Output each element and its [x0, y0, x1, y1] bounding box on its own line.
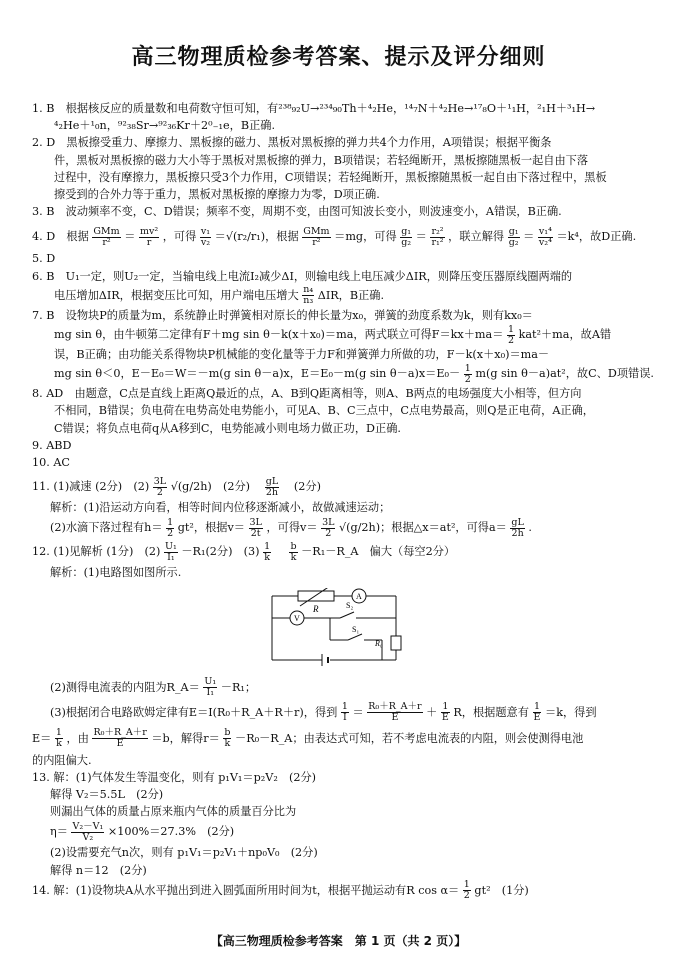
denominator: k	[56, 738, 62, 750]
text-line	[32, 324, 654, 346]
text: ＝	[415, 230, 427, 244]
text: gt²，根据v＝	[177, 521, 245, 535]
text-line: 2. D 黑板擦受重力、摩擦力、黑板擦的磁力、黑板对黑板擦的弹力共4个力作用，A项错误；根据平衡条	[32, 136, 552, 150]
rheostat-label: R	[313, 603, 319, 614]
text-line: 件，黑板对黑板擦的磁力大小等于黑板对黑板擦的弹力，B项错误；若轻绳断开，黑板擦随黑板一起自由下落	[54, 153, 589, 167]
text-line	[32, 700, 654, 726]
text: (2)水滴下落过程有h＝	[50, 521, 163, 535]
denominator: 2	[507, 334, 514, 346]
fraction	[367, 702, 422, 723]
numerator: n₄	[303, 284, 314, 296]
fraction	[265, 477, 279, 498]
text: R，根据题意有	[453, 705, 529, 719]
text: ，可得v＝	[266, 521, 318, 535]
denominator: 2	[463, 890, 470, 902]
fraction	[92, 728, 147, 749]
denominator: r²	[312, 236, 321, 248]
answer-q11	[32, 475, 654, 540]
fraction	[321, 518, 335, 539]
text-line	[32, 516, 654, 540]
fraction	[139, 227, 159, 248]
denominator: r₁²	[431, 236, 444, 248]
text: －R₁；	[220, 680, 257, 694]
numerator: 1	[463, 879, 470, 891]
text: mg sin θ，由牛顿第二定律有F＋mg sin θ－k(x＋x₀)＝ma，两式联立可得F＝kx＋ma＝	[54, 328, 504, 342]
text-line: 不相同，B错误；负电荷在电势高处电势能小，可见A、B、C三点中，C点电势最高，则Q是正电荷，A正确，	[54, 404, 594, 418]
denominator: r²	[102, 236, 111, 248]
denominator: E	[391, 712, 399, 724]
numerator: r₂²	[431, 225, 444, 237]
text: 14. 解：(1)设物块A从水平抛出到进入圆弧面所用时间为t，根据平抛运动有R cos α＝	[32, 883, 460, 897]
denominator: I₁	[167, 551, 175, 563]
text: 4. D 根据	[32, 230, 89, 244]
text-line: 8. AD 由题意，C点是直线上距离Q最近的点，A、B到Q距离相等，则A、B两点的电场强度大小相等，但方向	[32, 387, 582, 401]
numerator: 3L	[153, 475, 167, 487]
text: ，联立解得	[448, 230, 505, 244]
switch-s2-label: S₂	[346, 600, 354, 610]
fraction	[341, 702, 349, 723]
fraction	[166, 518, 174, 539]
answer-q3: 3. B 波动频率不变，C、D错误；频率不变，周期不变，由图可知波长变小，则波速变小，A错误，B正确.	[32, 205, 562, 219]
fraction	[533, 702, 542, 723]
fraction	[507, 325, 515, 346]
text-line	[32, 363, 654, 385]
text: ＝	[523, 230, 535, 244]
text-line	[32, 676, 654, 700]
fraction	[464, 364, 472, 385]
answer-q13	[32, 769, 654, 879]
text: ΔIR，B正确.	[317, 288, 385, 302]
text-line	[32, 726, 654, 752]
numerator: 1	[264, 540, 271, 552]
answer-content	[32, 100, 654, 903]
text: ＝	[352, 705, 364, 719]
denominator: 2	[167, 527, 174, 539]
text-line: 解得 V₂＝5.5L (2分)	[50, 788, 164, 802]
numerator: 1	[55, 727, 62, 739]
denominator: I₁	[206, 687, 215, 699]
denominator: 2	[464, 373, 471, 385]
denominator: 2	[156, 486, 163, 498]
numerator: v₁⁴	[538, 225, 552, 237]
numerator: gL	[265, 475, 279, 487]
text: ＝b，解得r＝	[151, 731, 220, 745]
fraction	[302, 227, 330, 248]
numerator: v₁	[200, 225, 211, 237]
answer-q5: 5. D	[32, 252, 56, 266]
text-line	[32, 475, 654, 499]
answer-q2	[32, 134, 654, 203]
numerator: 1	[341, 701, 348, 713]
text: E＝	[32, 731, 52, 745]
denominator: g₂	[508, 236, 519, 248]
resistor-r0-label: R₀	[375, 638, 383, 648]
numerator: 1	[507, 323, 514, 335]
answer-q9: 9. ABD	[32, 438, 72, 452]
fraction	[249, 518, 263, 539]
numerator: U₁	[164, 540, 177, 552]
circuit-diagram	[270, 588, 410, 670]
fraction	[302, 285, 314, 306]
denominator: g₂	[401, 236, 412, 248]
text: ＝mg，可得	[334, 230, 397, 244]
numerator: 3L	[249, 516, 262, 528]
numerator: V₂－V₁	[72, 820, 104, 832]
fraction	[510, 518, 524, 539]
fraction	[538, 227, 553, 248]
numerator: gL	[511, 516, 524, 528]
fraction	[289, 542, 297, 563]
denominator: n₃	[303, 295, 314, 307]
voltmeter-label: V	[294, 613, 300, 623]
numerator: 3L	[322, 516, 335, 528]
answer-q6	[32, 268, 654, 307]
text: ＝k⁴，故D正确.	[556, 230, 637, 244]
denominator: 2h	[511, 527, 524, 539]
answer-q4	[32, 224, 654, 250]
ammeter-label: A	[356, 591, 362, 601]
numerator: g₁	[508, 225, 519, 237]
text-line: 过程中，没有摩擦力，黑板擦只受3个力作用，C项错误；若轻绳断开，黑板擦随黑板一起自由下落过程中，黑板	[54, 170, 607, 184]
numerator: g₁	[401, 225, 412, 237]
denominator: v₂	[200, 236, 211, 248]
text-line: 6. B U₁一定，则U₂一定，当输电线上电流I₂减少ΔI，则输电线上电压减少ΔIR，则降压变压器原线圈两端的	[32, 269, 573, 283]
denominator: E	[441, 712, 449, 724]
text-line: 1. B 根据核反应的质量数和电荷数守恒可知，有²³⁸₉₂U→²³⁴₉₀Th＋⁴₂He，¹⁴₇N＋⁴₂He→¹⁷₈O＋¹₁H，²₁H＋³₁H→	[32, 102, 596, 115]
text: －R₁－R_A 偏大（每空2分）	[301, 545, 456, 559]
denominator: 2	[325, 527, 332, 539]
fraction	[263, 542, 271, 563]
numerator: 1	[464, 362, 471, 374]
text-line: 解析：(1)沿运动方向看，相等时间内位移逐渐减小，故做减速运动；	[50, 501, 391, 515]
fraction	[508, 227, 520, 248]
numerator: R₀＋R_A＋r	[368, 701, 422, 713]
text-line	[32, 285, 654, 307]
text-line: C错误；将负点电荷q从A移到C，电势能减小则电场力做正功，D正确.	[54, 421, 401, 435]
text-line: 擦受到的合外力等于重力，黑板对黑板擦的摩擦力为零，D项正确.	[54, 188, 380, 202]
answer-q10: 10. AC	[32, 456, 70, 470]
text: √(g/2h)；根据△x＝at²，可得a＝	[339, 521, 507, 535]
denominator: k	[290, 551, 297, 563]
text: .	[528, 521, 532, 535]
text: 电压增加ΔIR，根据变压比可知，用户端电压增大	[54, 288, 299, 302]
fraction	[164, 542, 178, 563]
text: 11. (1)减速 (2分) (2)	[32, 480, 150, 494]
text: ＋	[426, 705, 438, 719]
text: －R₀－R_A；由表达式可知，若不考虑电流表的内阻，则会使测得电池	[235, 731, 584, 745]
text: (3)根据闭合电路欧姆定律有E＝I(R₀＋R_A＋R＋r)，得到	[50, 705, 338, 719]
numerator: GMm	[303, 225, 330, 237]
numerator: R₀＋R_A＋r	[93, 727, 147, 739]
text: ＝√(r₂/r₁)，根据	[214, 230, 299, 244]
text: mg sin θ＜0，E－E₀＝W＝－m(g sin θ－a)x，E＝E₀－m(g sin θ－a)x＝E₀－	[54, 367, 461, 381]
fraction	[55, 728, 63, 749]
fraction	[400, 227, 412, 248]
denominator: 2h	[265, 486, 279, 498]
text: gt² (1分)	[474, 883, 529, 897]
numerator: b	[224, 727, 231, 739]
denominator: r	[146, 236, 152, 248]
answer-q12	[32, 540, 654, 768]
fraction	[203, 677, 217, 698]
numerator: 1	[442, 701, 449, 713]
text: (2)测得电流表的内阻为R_A＝	[50, 680, 200, 694]
fraction	[92, 227, 120, 248]
fraction	[71, 822, 104, 843]
text-line	[32, 540, 654, 564]
text-line: (2)设需要充气n次，则有 p₁V₁＝p₂V₁＋np₀V₀ (2分)	[50, 846, 318, 860]
text-line: 13. 解：(1)气体发生等温变化，则有 p₁V₁＝p₂V₂ (2分)	[32, 770, 317, 784]
answer-q8	[32, 385, 654, 437]
page-title: 高三物理质检参考答案、提示及评分细则	[131, 45, 546, 70]
text-line: 解析：(1)电路图如图所示.	[50, 566, 182, 580]
text: ，由	[66, 731, 89, 745]
answer-q1	[32, 100, 654, 134]
numerator: U₁	[204, 676, 217, 688]
denominator: E	[533, 712, 541, 724]
text: 12. (1)见解析 (1分) (2)	[32, 545, 161, 559]
text: ＝	[124, 230, 136, 244]
text: －R₁(2分) (3)	[181, 545, 260, 559]
text: kat²＋ma，故A错	[518, 328, 612, 342]
switch-s1-label: S₁	[352, 624, 360, 634]
text: (2分)	[282, 480, 321, 494]
text	[275, 545, 286, 558]
fraction	[463, 880, 471, 901]
fraction	[153, 477, 167, 498]
numerator: b	[290, 540, 297, 552]
text: m(g sin θ－a)at²，故C、D项错误.	[475, 367, 654, 381]
numerator: 1	[167, 516, 174, 528]
denominator: 2t	[250, 527, 261, 539]
numerator: 1	[533, 701, 540, 713]
text: ＝k，得到	[545, 705, 597, 719]
text: ×100%＝27.3% (2分)	[107, 825, 235, 839]
text-line: ⁴₂He＋¹₀n，⁹²₃₈Sr→⁹²₃₆Kr＋2⁰₋₁e，B正确.	[54, 119, 276, 133]
fraction	[441, 702, 450, 723]
text-line: 的内阻偏大.	[32, 753, 92, 767]
numerator: GMm	[93, 225, 120, 237]
text-line: 误，B正确；由功能关系得物块P机械能的变化量等于力F和弹簧弹力所做的功，F－k(x＋x₀)＝ma－	[54, 348, 550, 362]
text: ，可得	[162, 230, 197, 244]
text-line: 解得 n＝12 (2分)	[50, 863, 147, 877]
fraction	[223, 728, 231, 749]
denominator: I	[343, 712, 347, 724]
denominator: E	[116, 738, 124, 750]
text-line: 7. B 设物块P的质量为m，系统静止时弹簧相对原长的伸长量为x₀，弹簧的劲度系数为k，则有kx₀＝	[32, 308, 533, 322]
text-line	[32, 820, 654, 844]
fraction	[200, 227, 211, 248]
answer-q7	[32, 307, 654, 385]
denominator: k	[264, 551, 270, 563]
page-footer: 【高三物理质检参考答案 第 1 页（共 2 页）】	[210, 934, 467, 948]
text-line: 则漏出气体的质量占原来瓶内气体的质量百分比为	[50, 805, 297, 819]
denominator: v₂⁴	[538, 236, 552, 248]
fraction	[430, 227, 444, 248]
text: √(g/2h) (2分)	[170, 480, 262, 494]
denominator: V₂	[82, 831, 94, 843]
denominator: k	[224, 738, 231, 750]
answer-q14	[32, 879, 654, 903]
text: η＝	[50, 825, 68, 839]
numerator: mv²	[139, 225, 159, 237]
